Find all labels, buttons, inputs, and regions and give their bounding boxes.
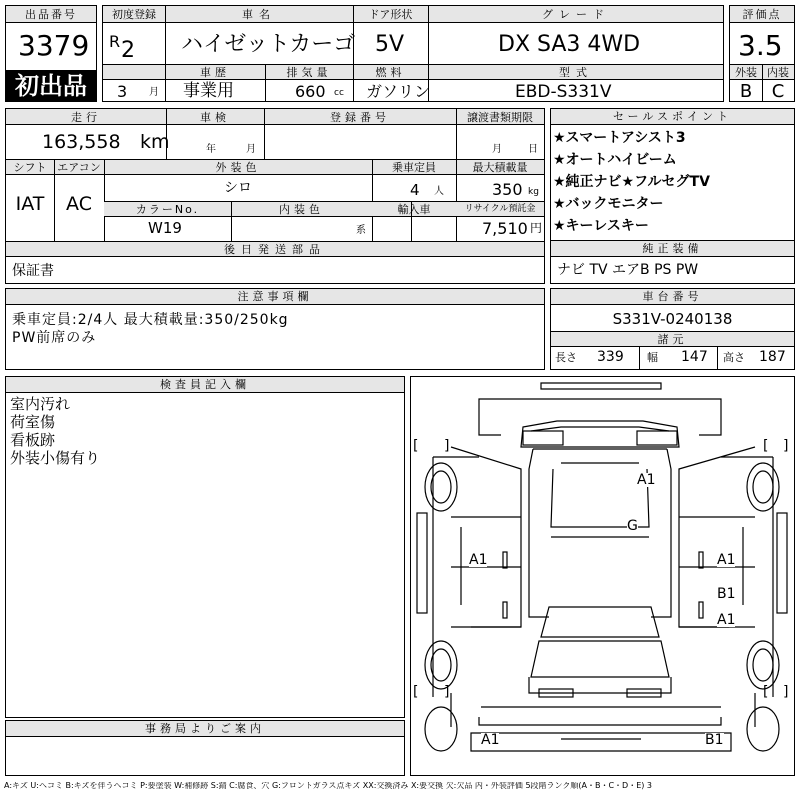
bracket: ] bbox=[444, 684, 450, 700]
inspector-box bbox=[5, 376, 405, 718]
car-diagram bbox=[410, 376, 795, 776]
plate-label: 登録番号 bbox=[330, 110, 390, 124]
damage-mark: A1 bbox=[637, 472, 656, 488]
recycle-label: リサイクル預託金 bbox=[464, 203, 536, 214]
sales-label: セールスポイント bbox=[551, 109, 794, 125]
wid-label: 幅 bbox=[647, 351, 658, 364]
sales-point: ★バックモニター bbox=[553, 196, 664, 212]
fuel-label: 燃料 bbox=[375, 65, 406, 79]
history-label: 車歴 bbox=[200, 65, 230, 79]
grade: DX SA3 4WD bbox=[498, 32, 641, 57]
colorno: W19 bbox=[148, 219, 182, 237]
damage-mark: B1 bbox=[705, 732, 724, 748]
reg-year: 2 bbox=[121, 38, 135, 63]
int-label: 内装 bbox=[767, 65, 789, 79]
score-label: 評価点 bbox=[730, 6, 794, 23]
mileage: 163,558 bbox=[42, 131, 121, 153]
lot-label: 出品番号 bbox=[6, 6, 96, 23]
door-type: 5V bbox=[375, 32, 405, 57]
bracket: ] bbox=[783, 438, 789, 454]
grade-label: グレード bbox=[542, 8, 610, 21]
recycle: 7,510 bbox=[482, 219, 528, 238]
bracket: [ bbox=[413, 684, 419, 700]
first-listing-badge: 初出品 bbox=[5, 70, 97, 102]
shift: IAT bbox=[15, 192, 45, 215]
tr-day-unit: 日 bbox=[528, 144, 538, 155]
damage-mark: A1 bbox=[717, 552, 736, 568]
ext-grade: B bbox=[739, 81, 753, 102]
notes-box bbox=[5, 288, 545, 370]
damage-mark: A1 bbox=[717, 612, 736, 628]
bracket: ] bbox=[444, 438, 450, 454]
vehicle-info-grid bbox=[102, 5, 724, 102]
tr-month-unit: 月 bbox=[492, 144, 502, 155]
inspector-line: 荷室傷 bbox=[10, 413, 56, 431]
damage-mark: A1 bbox=[469, 552, 488, 568]
damage-mark: A1 bbox=[481, 732, 500, 748]
score: 3.5 bbox=[738, 29, 783, 62]
model-code: EBD-S331V bbox=[515, 82, 612, 102]
damage-mark: G bbox=[627, 518, 638, 534]
damage-mark: B1 bbox=[717, 586, 736, 602]
sales-point: ★キーレスキー bbox=[553, 218, 649, 234]
mileage-label: 走行 bbox=[71, 110, 101, 124]
length: 339 bbox=[597, 349, 624, 365]
ext-label: 外装 bbox=[735, 65, 757, 79]
disp-label: 排気量 bbox=[286, 65, 332, 79]
later-parts: 保証書 bbox=[12, 263, 54, 279]
ac: AC bbox=[66, 192, 92, 215]
load-label: 最大積載量 bbox=[472, 160, 528, 174]
office-box bbox=[5, 720, 405, 776]
bracket: ] bbox=[783, 684, 789, 700]
fuel: ガソリン bbox=[366, 82, 431, 101]
chassis-box bbox=[550, 288, 795, 370]
import-label: 輸入車 bbox=[397, 202, 431, 216]
inspector-line: 外装小傷有り bbox=[10, 449, 101, 467]
width: 147 bbox=[681, 349, 708, 365]
car-name: ハイゼットカーゴ bbox=[181, 32, 356, 57]
lot-number: 3379 bbox=[18, 29, 90, 62]
later-label: 後日発送部品 bbox=[6, 241, 544, 257]
month-unit: 月 bbox=[149, 87, 159, 98]
capacity-label: 乗車定員 bbox=[392, 160, 436, 174]
capacity: 4 bbox=[410, 181, 420, 199]
load-unit: kg bbox=[528, 187, 539, 197]
inspector-label: 検査員記入欄 bbox=[6, 377, 404, 393]
door-label: ドア形状 bbox=[368, 8, 413, 21]
specs-label: 諸元 bbox=[551, 331, 794, 347]
recycle-unit: 円 bbox=[530, 221, 543, 235]
reg-era: R bbox=[109, 32, 121, 51]
capacity-unit: 人 bbox=[434, 186, 444, 197]
color-label: 外装色 bbox=[215, 160, 261, 174]
ac-label: エアコン bbox=[57, 160, 101, 174]
equip-label: 純正装備 bbox=[551, 241, 794, 257]
notes-line: PW前席のみ bbox=[12, 330, 97, 346]
equipment: ナビ TV エアB PS PW bbox=[557, 262, 699, 278]
bracket: [ bbox=[763, 684, 769, 700]
reg-month: 3 bbox=[117, 82, 128, 101]
sales-point: ★純正ナビ★フルセグTV bbox=[553, 174, 710, 190]
car-outline-icon bbox=[411, 377, 794, 775]
colorno-label: カラーNo. bbox=[135, 202, 200, 216]
office-label: 事務局よりご案内 bbox=[6, 721, 404, 737]
bracket: [ bbox=[413, 438, 419, 454]
shift-label: シフト bbox=[13, 160, 47, 174]
sales-point: ★スマートアシスト3 bbox=[553, 130, 686, 146]
inspector-line: 室内汚れ bbox=[10, 395, 71, 413]
load: 350 bbox=[492, 180, 523, 199]
lot-box bbox=[5, 5, 97, 102]
insp-month-unit: 月 bbox=[246, 144, 256, 155]
inspector-line: 看板跡 bbox=[10, 431, 56, 449]
bracket: [ bbox=[763, 438, 769, 454]
disp-unit: cc bbox=[334, 88, 344, 98]
mileage-unit: km bbox=[140, 131, 170, 153]
detail-grid bbox=[5, 108, 545, 284]
model-label: 型式 bbox=[559, 65, 593, 79]
intcolor-unit: 系 bbox=[356, 225, 366, 236]
height: 187 bbox=[759, 349, 786, 365]
sales-point: ★オートハイビーム bbox=[553, 152, 677, 168]
footer-legend: A:キズ U:ヘコミ B:キズを伴うヘコミ P:要塗装 W:補修跡 S:錆 C:腐食、穴 G:フロントガラス点キズ XX:交換済み X:要交換 欠:欠品 内・外装評価 5段階ランク順(A・B・C・D・E) 3 bbox=[4, 782, 653, 790]
transfer-label: 譲渡書類期限 bbox=[467, 110, 533, 124]
color: シロ bbox=[224, 180, 252, 196]
history: 事業用 bbox=[183, 81, 234, 101]
sales-points-box bbox=[550, 108, 795, 241]
equipment-box bbox=[550, 240, 795, 284]
displacement: 660 bbox=[295, 82, 326, 101]
chassis-label: 車台番号 bbox=[551, 289, 794, 305]
chassis-number: S331V-0240138 bbox=[612, 309, 733, 328]
inspection-label: 車検 bbox=[200, 110, 230, 124]
notes-label: 注意事項欄 bbox=[6, 289, 544, 305]
notes-line: 乗車定員:2/4人 最大積載量:350/250kg bbox=[12, 312, 289, 328]
insp-year-unit: 年 bbox=[206, 144, 216, 155]
intcolor-label: 内装色 bbox=[279, 202, 324, 216]
reg-label: 初度登録 bbox=[112, 8, 156, 21]
hei-label: 高さ bbox=[723, 351, 745, 364]
name-label: 車名 bbox=[242, 8, 276, 21]
score-box bbox=[729, 5, 795, 102]
int-grade: C bbox=[771, 81, 785, 102]
len-label: 長さ bbox=[555, 351, 577, 364]
